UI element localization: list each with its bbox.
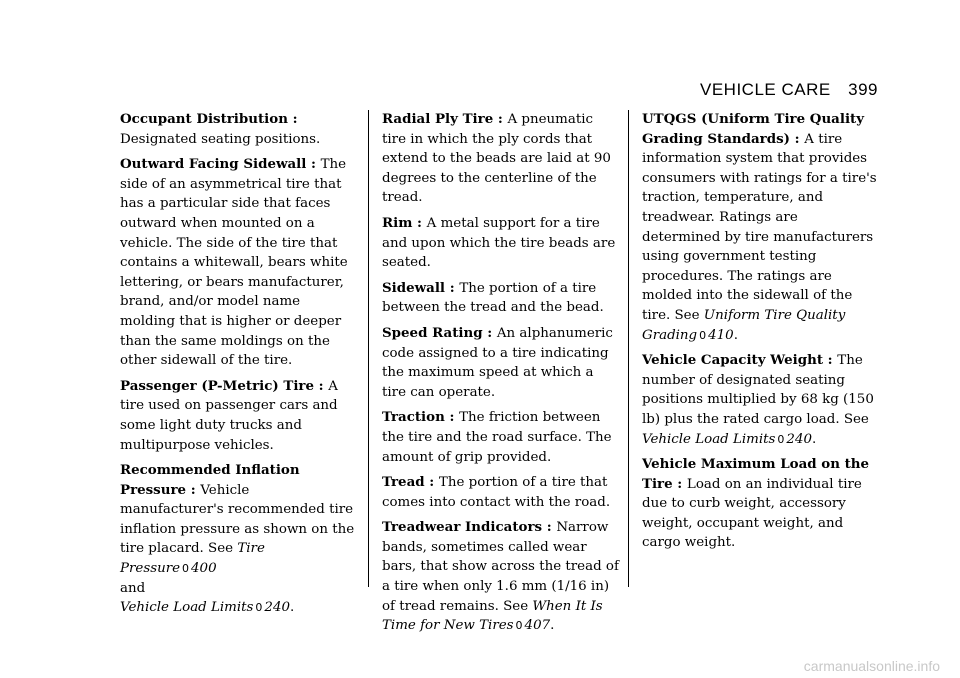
- cross-reference-page[interactable]: 400: [191, 561, 217, 577]
- glossary-definition: The portion of a tire that comes into contact with the road.: [382, 475, 611, 510]
- cross-reference-link[interactable]: Tire Pressure: [120, 541, 265, 577]
- glossary-definition: Narrow bands, sometimes called wear bars, that show across the tread of a tire when only 1.6 mm (1/16 in) of tread remains. See: [382, 520, 619, 614]
- glossary-term: Outward Facing Sidewall: [120, 156, 307, 173]
- cross-reference-page[interactable]: 407: [524, 618, 551, 634]
- glossary-entry: [382, 324, 620, 402]
- column-2: [382, 110, 620, 642]
- term-separator: :: [482, 324, 497, 341]
- glossary-definition: A metal support for a tire and upon which the tire beads are seated.: [382, 215, 616, 271]
- glossary-definition: The side of an asymmetrical tire that has a particular side that faces outward when mounted on a vehicle. The side of the tire that contains a whitewall, bears white lettering, or bears manufacturer, brand, and/or model name molding that is higher or deeper than the same moldings on the other sidewall of the tire.: [120, 157, 348, 369]
- page-header: [700, 80, 878, 100]
- glossary-entry: [382, 214, 620, 273]
- glossary-term: Radial Ply Tire: [382, 111, 494, 127]
- term-separator: :: [287, 111, 298, 127]
- glossary-term: Passenger (P-Metric) Tire: [120, 377, 314, 394]
- glossary-entry: [382, 110, 620, 208]
- column-divider: [368, 110, 369, 587]
- term-separator: :: [789, 130, 805, 147]
- glossary-term: Sidewall: [382, 279, 446, 296]
- term-separator: :: [672, 475, 687, 492]
- term-separator: :: [314, 377, 329, 394]
- glossary-term: Treadwear Indicators: [382, 519, 543, 536]
- page-number: 399: [848, 80, 878, 99]
- watermark: carmanualsonline.info: [803, 658, 940, 674]
- glossary-definition: The portion of a tire between the tread and the bead.: [382, 280, 604, 316]
- glossary-definition: A tire information system that provides consumers with ratings for a tire's traction, temperature, and treadwear. Ratings are determined by tire manufacturers using government testing procedures. The ratings are molded into the sidewall of the tire. See: [642, 131, 877, 323]
- cross-reference-link[interactable]: Uniform Tire Quality Grading: [642, 307, 846, 343]
- glossary-entry: [642, 455, 878, 553]
- glossary-entry: [120, 110, 356, 149]
- period: .: [289, 600, 295, 616]
- glossary-entry: [642, 110, 878, 345]
- period: .: [811, 431, 817, 447]
- page-arrow-icon: 0: [255, 601, 263, 615]
- glossary-definition: The number of designated seating positions multiplied by 68 kg (150 lb) plus the rated cargo load. See: [642, 353, 874, 427]
- glossary-term: UTQGS (Uniform Tire Quality Grading Standards): [642, 111, 864, 147]
- page-arrow-icon: 0: [182, 562, 190, 576]
- glossary-entry: [120, 377, 356, 455]
- term-separator: :: [493, 111, 508, 127]
- glossary-term: Tread: [382, 474, 425, 491]
- cross-reference-page[interactable]: 240: [264, 600, 290, 616]
- glossary-entry: [120, 461, 356, 618]
- glossary-definition: A tire used on passenger cars and some light duty trucks and multipurpose vehicles.: [120, 378, 338, 453]
- term-separator: :: [444, 409, 460, 426]
- glossary-entry: [120, 155, 356, 371]
- glossary-entry: [642, 351, 878, 449]
- glossary-entry: [382, 473, 620, 512]
- glossary-term: Vehicle Capacity Weight: [642, 352, 824, 369]
- column-1: [120, 110, 356, 624]
- term-separator: :: [823, 352, 838, 369]
- glossary-definition: Designated seating positions.: [120, 131, 321, 147]
- section-title: VEHICLE CARE: [700, 80, 831, 99]
- term-separator: :: [445, 279, 460, 296]
- glossary-definition: The friction between the tire and the road surface. The amount of grip provided.: [382, 410, 612, 465]
- glossary-definition: An alphanumeric code assigned to a tire indicating the maximum speed at which a tire can operate.: [382, 325, 613, 400]
- glossary-entry: [382, 279, 620, 318]
- glossary-term: Vehicle Maximum Load on the Tire: [642, 456, 870, 492]
- glossary-term: Speed Rating: [382, 324, 483, 341]
- period: .: [733, 327, 738, 343]
- term-separator: :: [412, 214, 427, 231]
- glossary-entry: [382, 408, 620, 467]
- column-3: [642, 110, 878, 559]
- term-separator: :: [542, 519, 557, 536]
- term-separator: :: [306, 156, 321, 173]
- glossary-term: Rim: [382, 214, 413, 231]
- cross-reference-link[interactable]: When It Is Time for New Tires: [382, 598, 603, 634]
- conjunction: and: [120, 580, 146, 596]
- period: .: [550, 618, 555, 634]
- cross-reference-page[interactable]: 410: [708, 327, 734, 343]
- cross-reference-link[interactable]: Vehicle Load Limits: [642, 431, 776, 447]
- glossary-definition: A pneumatic tire in which the ply cords that extend to the beads are laid at 90 degrees to the centerline of the tread.: [382, 112, 611, 206]
- glossary-term: Traction: [382, 409, 445, 426]
- term-separator: :: [186, 481, 201, 498]
- glossary-term: Recommended Inflation Pressure: [120, 462, 300, 498]
- glossary-entry: [382, 518, 620, 636]
- page-arrow-icon: 0: [515, 619, 523, 633]
- glossary-definition: Load on an individual tire due to curb weight, accessory weight, occupant weight, and cargo weight.: [642, 476, 862, 551]
- glossary-definition: Vehicle manufacturer's recommended tire inflation pressure as shown on the tire placard. See: [120, 482, 355, 557]
- term-separator: :: [424, 474, 439, 491]
- cross-reference-link[interactable]: Vehicle Load Limits: [120, 600, 254, 616]
- glossary-term: Occupant Distribution: [120, 111, 288, 127]
- page-arrow-icon: 0: [699, 328, 707, 342]
- column-divider: [628, 110, 629, 587]
- page-arrow-icon: 0: [777, 432, 785, 446]
- cross-reference-page[interactable]: 240: [786, 431, 812, 447]
